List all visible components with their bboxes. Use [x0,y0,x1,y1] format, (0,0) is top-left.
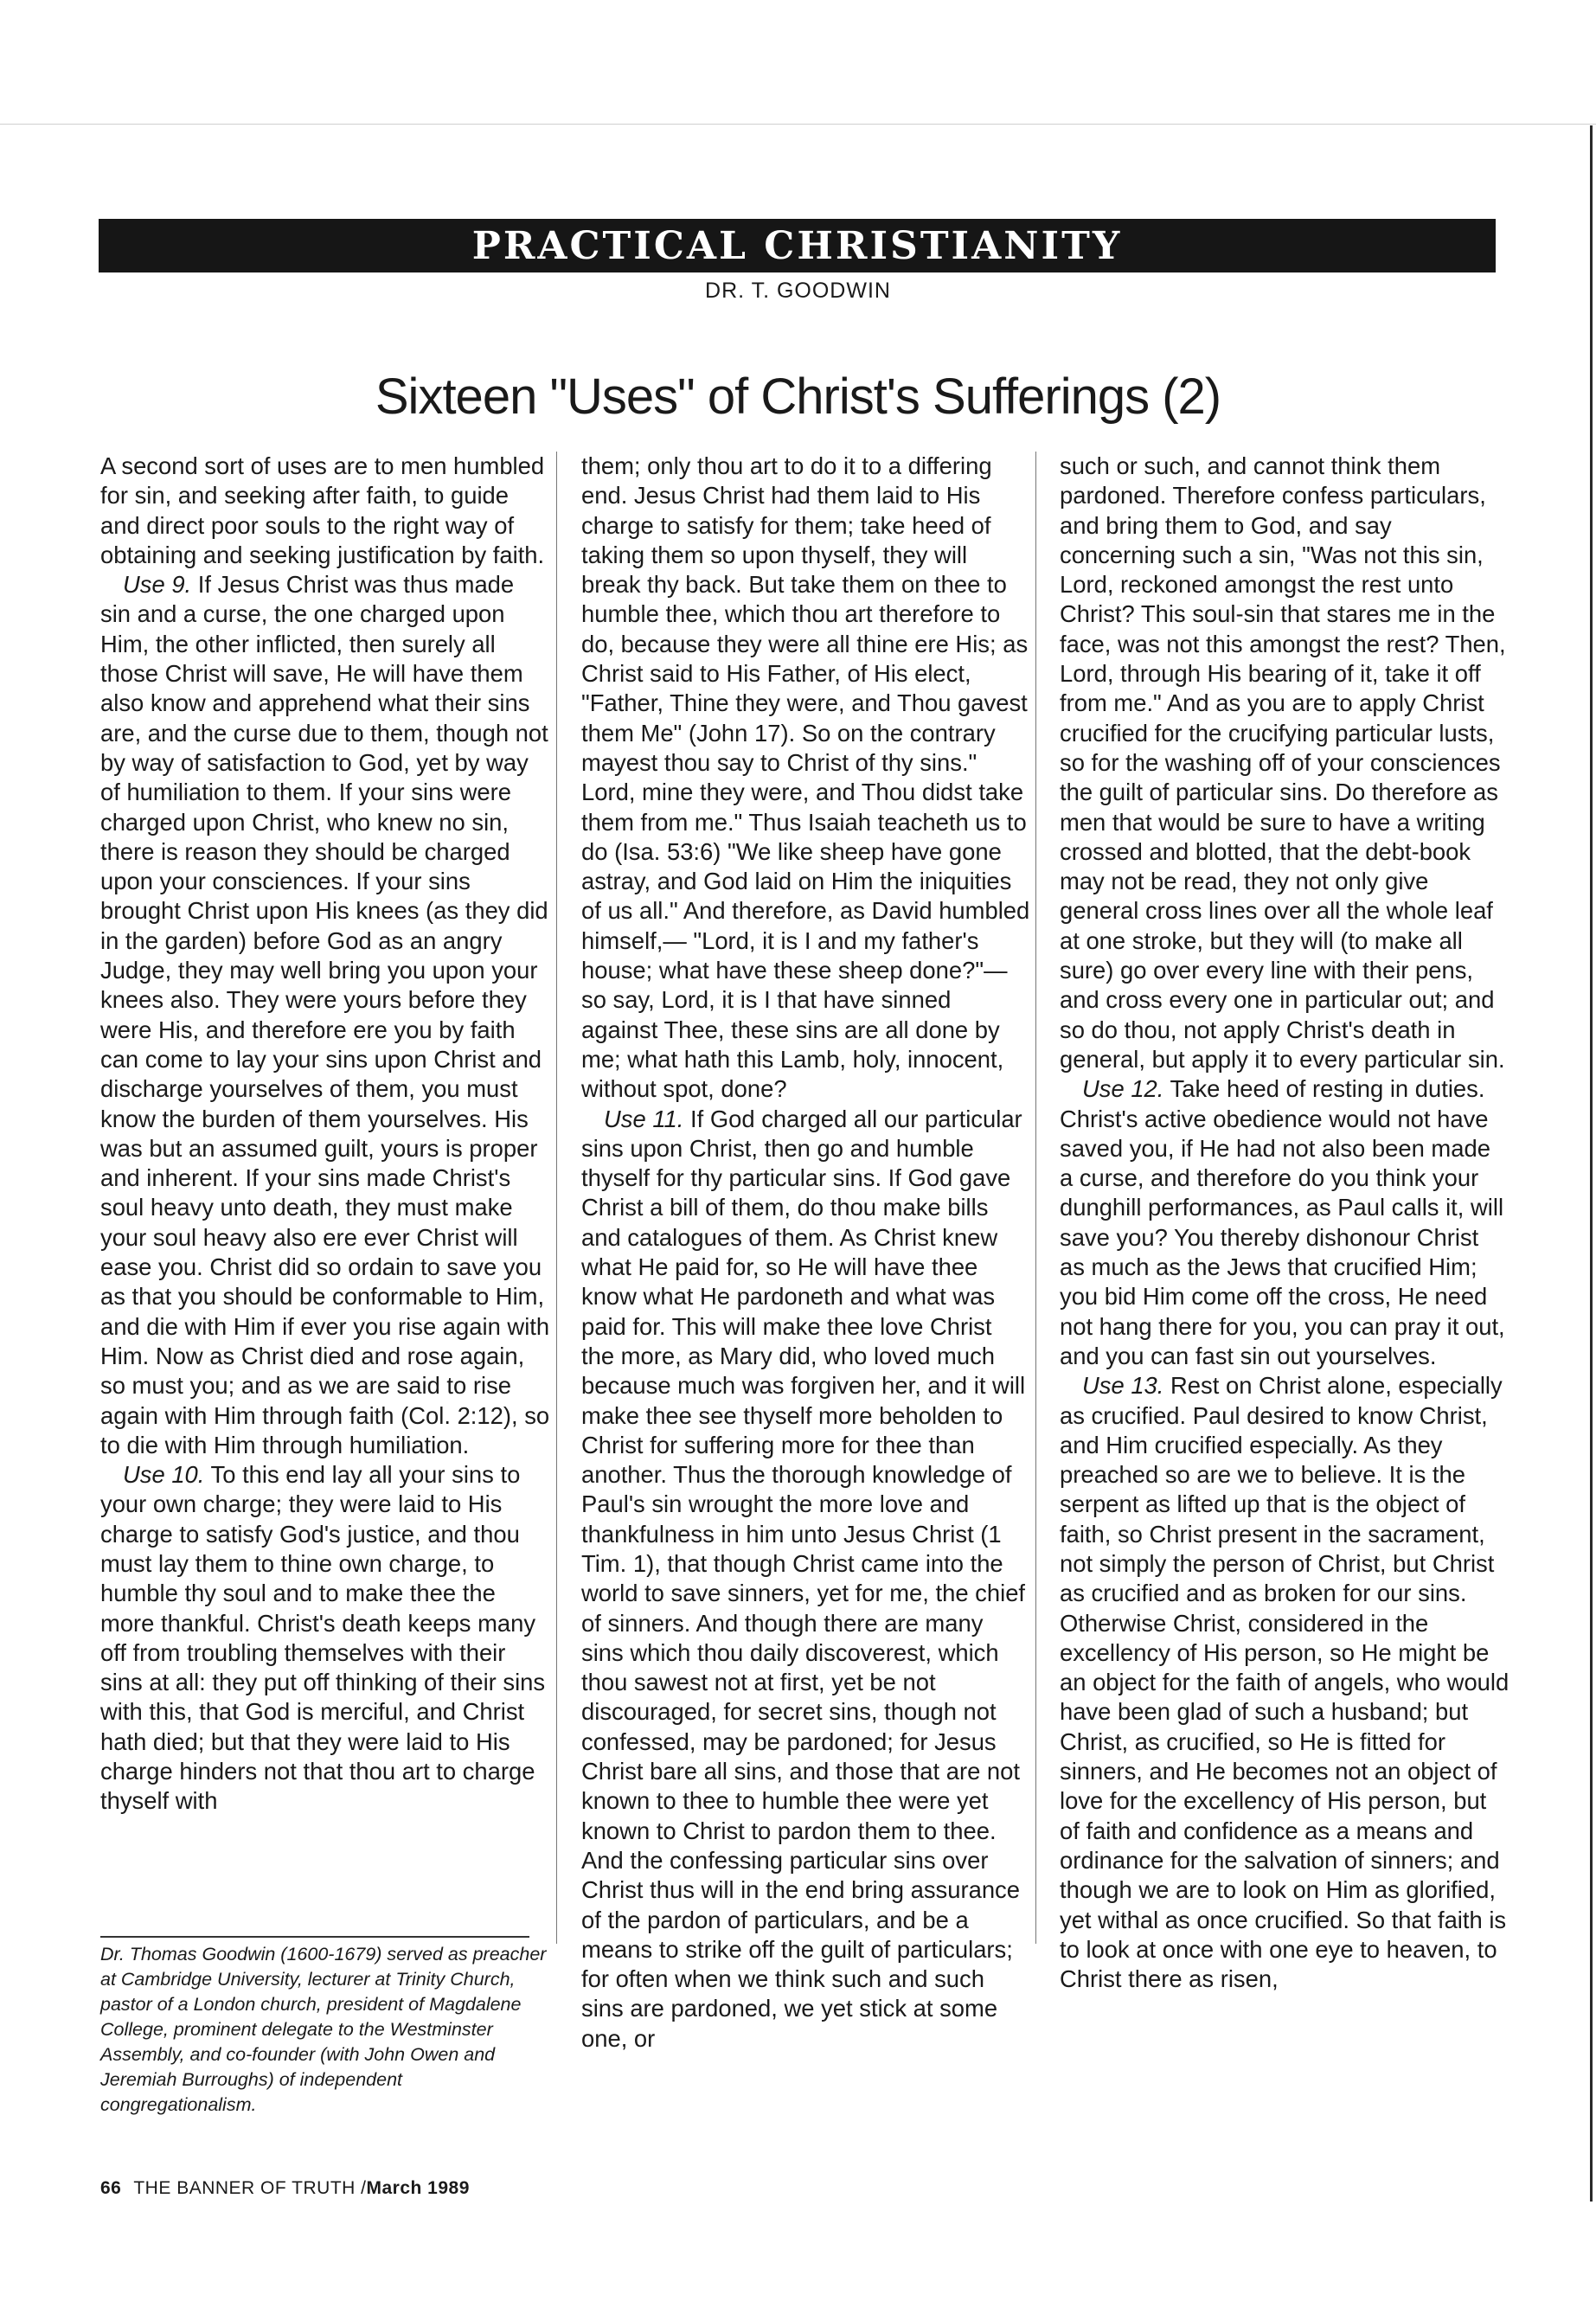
section-title: PRACTICAL CHRISTIANITY [471,223,1123,268]
column-2 [581,452,1031,2054]
column-3 [1060,452,1509,1994]
column-divider [556,452,557,1944]
publication-name: THE BANNER OF TRUTH / [133,2178,367,2198]
use-label: Use 13. [1082,1372,1164,1400]
use-label: Use 9. [123,571,192,599]
page-number: 66 [100,2178,122,2198]
use-label: Use 11. [604,1105,684,1132]
footnote-rule [100,1936,529,1938]
top-rule [0,124,1596,125]
column-1 [100,452,550,1817]
paragraph: them; only thou art to do it to a differing end. Jesus Christ had them laid to His charge to satisfy for them; take heed of taking them so upon thyself, they will break thy back. But take them on thee to humble thee, which thou art therefore to do, because they were all thine ere His; as Christ said to His Father, of His elect, "Father, Thine they were, and Thou gavest them Me" (John 17). So on the contrary mayest thou say to Christ of thy sins." Lord, mine they were, and Thou didst take them from me." Thus Isaiah teacheth us to do (Isa. 53:6) "We like sheep have gone astray, and God laid on Him the iniquities of us all." And therefore, as David humbled himself,— "Lord, it is I and my father's house; what have these sheep done?"— so say, Lord, it is I that have sinned against Thee, these sins are all done by me; what hath this Lamb, holy, innocent, without spot, done? [581,452,1030,1103]
paragraph: such or such, and cannot think them pardoned. Therefore confess particulars, and bring them to God, and say concerning such a sin, "Was not this sin, Lord, reckoned amongst the rest unto Christ? This soul-sin that stares me in the face, was not this amongst the rest? Then, Lord, through His bearing of it, take it off from me." And as you are to apply Christ crucified for the crucifying particular lusts, so for the washing off of your consciences the guilt of particular sins. Do therefore as men that would be sure to have a writing crossed and blotted, that the debt-book may not be read, they not only give general cross lines over all the whole leaf at one stroke, but they will (to make all sure) go over every line with their pens, and cross every one in particular out; and so do thou, not apply Christ's death in general, but apply it to every particular sin. [1060,452,1506,1073]
use-label: Use 10. [123,1461,205,1489]
use-label: Use 12. [1082,1075,1164,1103]
page-edge [1590,125,1593,2202]
article-title: Sixteen "Uses" of Christ's Sufferings (2) [375,369,1221,425]
section-banner [99,219,1496,272]
paragraph: Use 9. If Jesus Christ was thus made sin and a curse, the one charged upon Him, the other inflicted, then surely all those Christ will save, He will have them also know and apprehend what their sins are, and the curse due to them, though not by way of satisfaction to God, yet by way of humiliation to them. If your sins were charged upon Christ, who knew no sin, there is reason they should be charged upon your consciences. If your sins brought Christ upon His knees (as they did in the garden) before God as an angry Judge, they may well bring you upon your knees also. They were yours before they were His, and therefore ere you by faith can come to lay your sins upon Christ and discharge yourselves of them, you must know the burden of them yourselves. His was but an assumed guilt, yours is proper and inherent. If your sins made Christ's soul heavy unto death, they must make your soul heavy also ere ever Christ will ease you. Christ did so ordain to save you as that you should be conformable to Him, and die with Him if ever you rise again with Him. Now as Christ died and rose again, so must you; and as we are said to rise again with Him through faith (Col. 2:12), so to die with Him through humiliation. [100,571,550,1458]
paragraph: Use 13. Rest on Christ alone, especially as crucified. Paul desired to know Christ, and Him crucified especially. As they preached so are we to believe. It is the serpent as lifted up that is the object of faith, so Christ present in the sacrament, not simply the person of Christ, but Christ as crucified and as broken for our sins. Otherwise Christ, considered in the excellency of His person, so He might be an object for the faith of angels, who would have been glad of such a husband; but Christ, as crucified, so He is fitted for sinners, and He becomes not an object of love for the excellency of His person, but of faith and confidence as a means and ordinance for the salvation of sinners; and though we are to look on Him as glorified, yet withal as once crucified. So that faith is to look at once with one eye to heaven, to Christ there as risen, [1060,1372,1509,1993]
author-footnote: Dr. Thomas Goodwin (1600-1679) served as preacher at Cambridge University, lecturer at Trinity Church, pastor of a London church, president of Magdalene College, prominent delegate to the Westminster Assembly, and co-founder (with John Owen and Jeremiah Burroughs) of independent congregationalism. [100,1944,547,2115]
column-divider [1035,452,1036,1944]
paragraph: Use 10. To this end lay all your sins to your own charge; they were laid to His charge to satisfy God's justice, and thou must lay them to thine own charge, to humble thy soul and to make thee the more thankful. Christ's death keeps many off from troubling themselves with their sins at all: they put off thinking of their sins with this, that God is merciful, and Christ hath died; but that they were laid to His charge hinders not that thou art to charge thyself with [100,1461,546,1815]
page-footer [100,2178,470,2199]
paragraph: A second sort of uses are to men humbled for sin, and seeking after faith, to guide and direct poor souls to the right way of obtaining and seeking justification by faith. [100,452,545,568]
paragraph: Use 11. If God charged all our particular sins upon Christ, then go and humble thyself for thy particular sins. If God gave Christ a bill of them, do thou make bills and catalogues of them. As Christ knew what He paid for, so He will have thee know what He pardoneth and what was paid for. This will make thee love Christ the more, as Mary did, who loved much because much was forgiven her, and it will make thee see thyself more beholden to Christ for suffering more for thee than another. Thus the thorough knowledge of Paul's sin wrought the more love and thankfulness in him unto Jesus Christ (1 Tim. 1), that though Christ came into the world to save sinners, yet for me, the chief of sinners. And though there are many sins which thou daily discoverest, which thou sawest not at first, yet be not discouraged, for secret sins, though not confessed, may be pardoned; for Jesus Christ bare all sins, and those that are not known to thee to humble thee were yet known to Christ to pardon them to thee. And the confessing particular sins over Christ thus will in the end bring assurance of the pardon of particulars, and be a means to strike off the guilt of particulars; for often when we think such and such sins are pardoned, we yet stick at some one, or [581,1105,1026,2052]
author-byline: DR. T. GOODWIN [705,279,891,303]
issue-date: March 1989 [366,2178,470,2198]
paragraph: Use 12. Take heed of resting in duties. Christ's active obedience would not have saved you, if He had not also been made a curse, and therefore do you think your dunghill performances, as Paul calls it, will save you? You thereby dishonour Christ as much as the Jews that crucified Him; you bid Him come off the cross, He need not hang there for you, you can pray it out, and you can fast sin out yourselves. [1060,1075,1505,1369]
